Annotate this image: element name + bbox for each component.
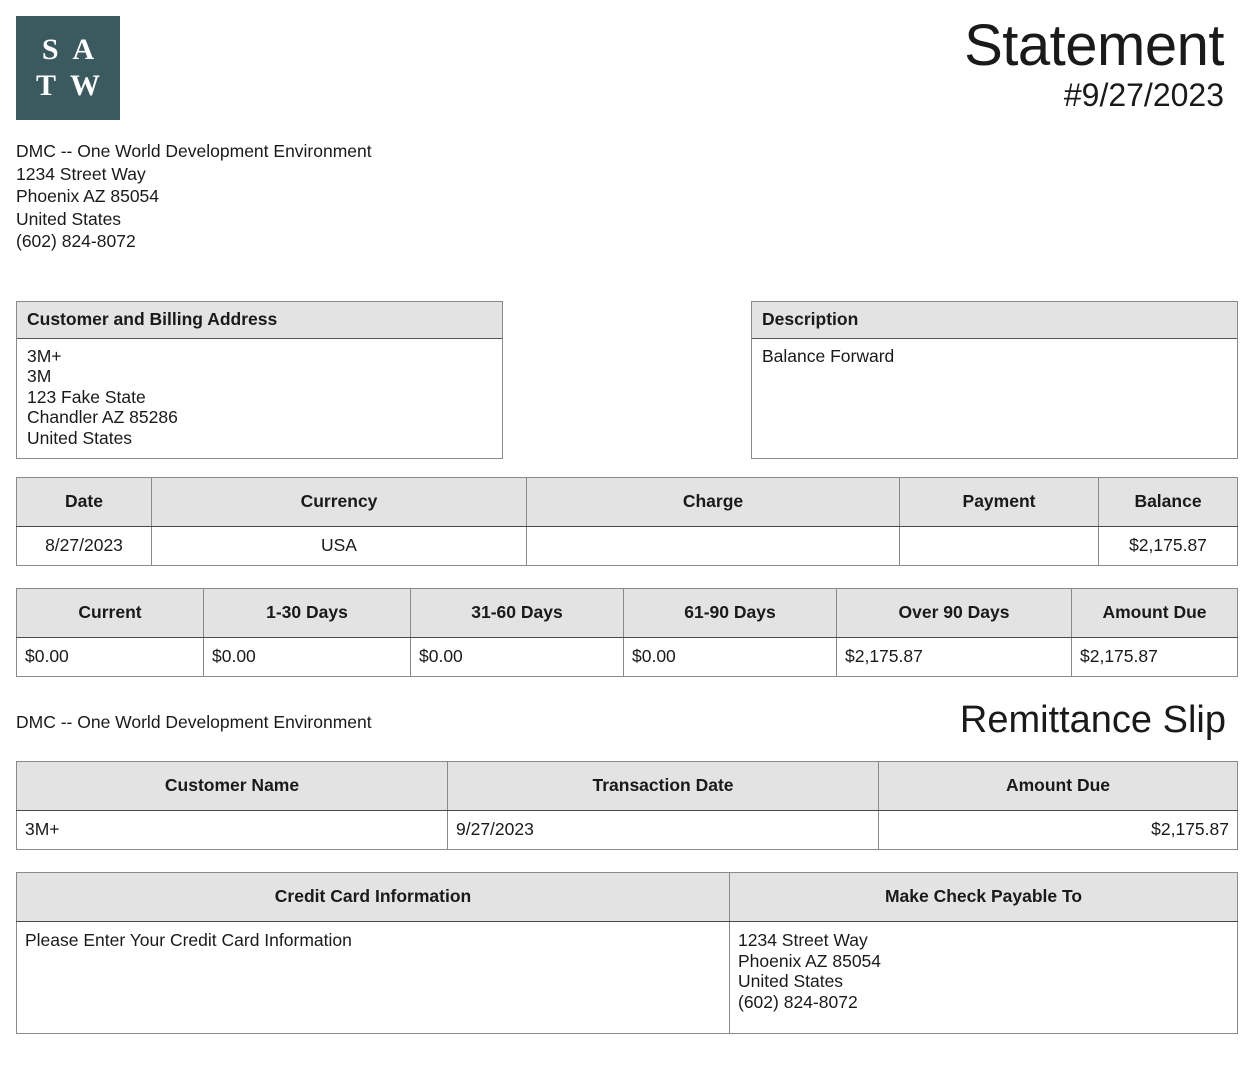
sender-address-block: [16, 140, 1238, 253]
aging-summary-table: [16, 588, 1238, 677]
column-header-make-check-payable-to: Make Check Payable To: [730, 873, 1238, 922]
column-header-currency: Currency: [152, 478, 527, 527]
logo-letter-w: W: [70, 69, 100, 102]
logo-letter-a: A: [72, 33, 95, 66]
remittance-heading-row: [16, 701, 1238, 739]
column-header-amount-due: Amount Due: [1072, 589, 1238, 638]
sender-country: United States: [16, 208, 122, 229]
cell-balance: $2,175.87: [1129, 535, 1207, 555]
payable-line-3: United States: [738, 971, 844, 991]
sender-phone: (602) 824-8072: [16, 231, 136, 251]
customer-line-4: Chandler AZ 85286: [27, 407, 178, 427]
logo-letter-s: S: [41, 33, 59, 66]
column-header-31-60-days: 31-60 Days: [411, 589, 624, 638]
table-row: [17, 638, 1238, 677]
sender-name: DMC -- One World Development Environment: [16, 141, 372, 161]
cell-transaction-date: 9/27/2023: [448, 811, 879, 850]
cell-payment: [900, 527, 1099, 566]
cell-make-check-payable-to: [730, 922, 1238, 1034]
column-header-date: Date: [17, 478, 152, 527]
cell-over-90-days: $2,175.87: [837, 638, 1072, 677]
cell-charge: [527, 527, 900, 566]
column-header-transaction-date: Transaction Date: [448, 762, 879, 811]
column-header-over-90-days: Over 90 Days: [837, 589, 1072, 638]
column-header-credit-card-information: Credit Card Information: [17, 873, 730, 922]
cell-61-90-days: $0.00: [624, 638, 837, 677]
customer-line-5: United States: [27, 427, 133, 448]
column-header-customer-name: Customer Name: [17, 762, 448, 811]
page-title: Statement: [964, 13, 1224, 78]
logo-row-top: [42, 35, 94, 65]
cell-currency: USA: [152, 527, 527, 566]
remittance-table: [16, 761, 1238, 850]
sender-city-state-zip: Phoenix AZ 85054: [16, 186, 160, 206]
customer-line-3: 123 Fake State: [27, 386, 146, 407]
customer-billing-address-title: Customer and Billing Address: [17, 302, 502, 339]
transactions-header-row: [17, 478, 1238, 527]
description-line-1: Balance Forward: [762, 345, 895, 366]
logo-letter-t: T: [35, 69, 56, 102]
document-header: [16, 0, 1238, 120]
payment-information-table: [16, 872, 1238, 1034]
description-box: [751, 301, 1238, 460]
payment-header-row: [17, 873, 1238, 922]
column-header-61-90-days: 61-90 Days: [624, 589, 837, 638]
remittance-header-row: [17, 762, 1238, 811]
description-title: Description: [752, 302, 1237, 339]
column-header-payment: Payment: [900, 478, 1099, 527]
payable-line-4: (602) 824-8072: [738, 991, 858, 1012]
payable-line-1: 1234 Street Way: [738, 930, 868, 950]
table-row: [17, 922, 1238, 1034]
sender-street: 1234 Street Way: [16, 163, 146, 184]
cell-amount-due: $2,175.87: [1080, 646, 1158, 666]
table-row: [17, 811, 1238, 850]
remittance-from-name: DMC -- One World Development Environment: [16, 712, 372, 732]
logo-row-bottom: [36, 71, 100, 101]
column-header-1-30-days: 1-30 Days: [204, 589, 411, 638]
customer-billing-address-body: [17, 339, 502, 459]
column-header-remit-amount-due: Amount Due: [879, 762, 1238, 811]
document-title-block: [964, 13, 1238, 114]
statement-number: #9/27/2023: [1063, 77, 1224, 114]
company-logo: [16, 16, 120, 120]
cell-31-60-days: $0.00: [411, 638, 624, 677]
cell-remit-amount-due: $2,175.87: [1151, 819, 1229, 839]
cell-credit-card-information: Please Enter Your Credit Card Information: [17, 922, 730, 1034]
remittance-slip-title: Remittance Slip: [959, 699, 1226, 741]
customer-line-2: 3M: [27, 366, 52, 386]
table-row: [17, 527, 1238, 566]
customer-billing-address-box: [16, 301, 503, 460]
column-header-charge: Charge: [527, 478, 900, 527]
transactions-table: [16, 477, 1238, 566]
description-body: [752, 339, 1237, 435]
payable-line-2: Phoenix AZ 85054: [738, 950, 882, 971]
column-header-current: Current: [17, 589, 204, 638]
cell-current: $0.00: [17, 638, 204, 677]
cell-date: 8/27/2023: [17, 527, 152, 566]
cell-customer-name: 3M+: [17, 811, 448, 850]
cell-1-30-days: $0.00: [204, 638, 411, 677]
info-boxes-row: [16, 301, 1238, 460]
aging-header-row: [17, 589, 1238, 638]
customer-line-1: 3M+: [27, 345, 62, 366]
column-header-balance: Balance: [1099, 478, 1238, 527]
